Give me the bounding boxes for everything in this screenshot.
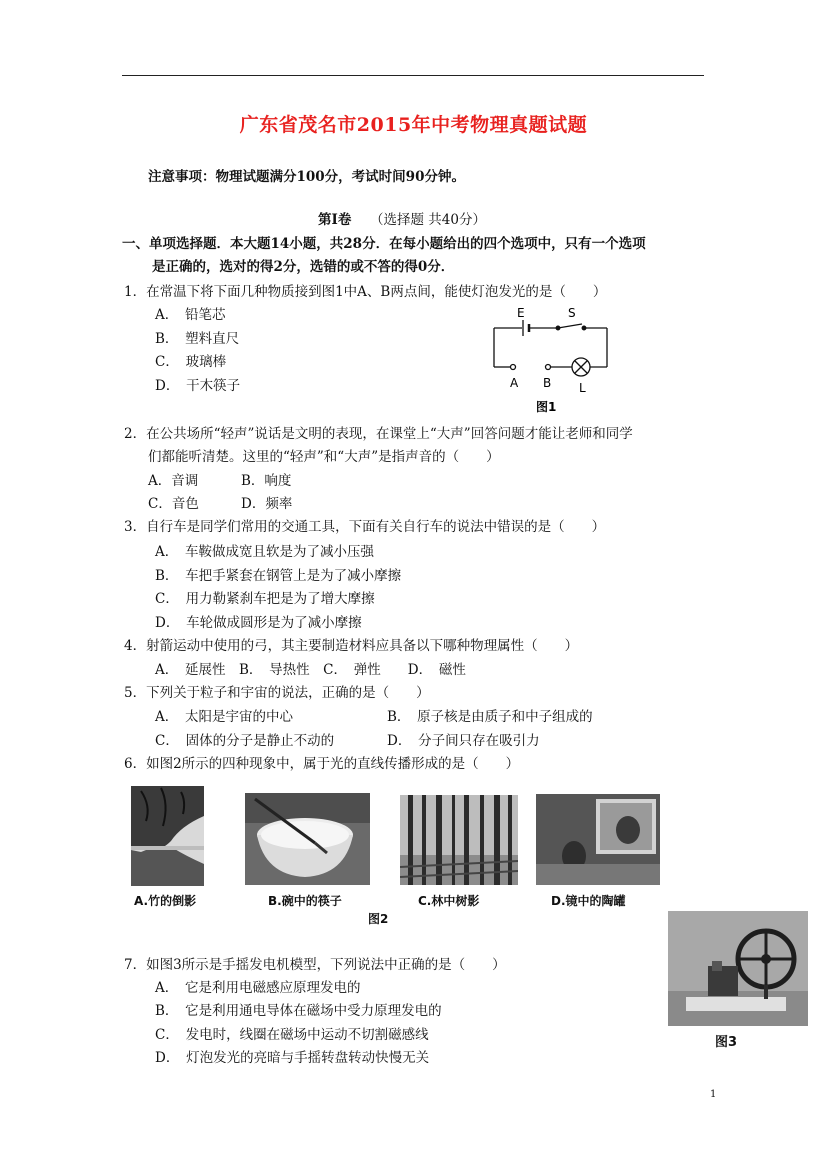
q3-option-d: D． 车轮做成圆形是为了减小摩擦 bbox=[155, 615, 362, 631]
figure3-caption: 图3 bbox=[715, 1035, 738, 1050]
q5-stem: 5．下列关于粒子和宇宙的说法，正确的是（ ） bbox=[124, 685, 430, 701]
caption-a: A.竹的倒影 bbox=[134, 894, 197, 908]
photo-bowl-chopstick bbox=[245, 793, 370, 885]
q5-option-a: A． 太阳是宇宙的中心 bbox=[155, 709, 293, 725]
q2-stem-line1: 2．在公共场所“轻声”说话是文明的表现，在课堂上“大声”回答问题才能让老师和同学 bbox=[124, 426, 633, 442]
label-l: L bbox=[579, 381, 586, 395]
q5-option-c: C． 固体的分子是静止不动的 bbox=[155, 733, 335, 749]
q3-option-c: C． 用力勒紧刹车把是为了增大摩擦 bbox=[155, 591, 375, 607]
figure1-circuit bbox=[486, 303, 616, 418]
photo-forest-shadows bbox=[400, 795, 518, 885]
q7-option-d: D． 灯泡发光的亮暗与手摇转盘转动快慢无关 bbox=[155, 1050, 430, 1066]
caption-b: B.碗中的筷子 bbox=[268, 894, 342, 908]
q7-option-c: C． 发电时，线圈在磁场中运动不切割磁感线 bbox=[155, 1027, 429, 1043]
q3-option-a: A． 车鞍做成宽且软是为了减小压强 bbox=[155, 544, 374, 560]
label-a: A bbox=[510, 376, 519, 390]
caption-d: D.镜中的陶罐 bbox=[551, 894, 626, 908]
q2-option-d: D．频率 bbox=[241, 496, 293, 512]
q1-option-c: C． 玻璃棒 bbox=[155, 354, 227, 370]
label-s: S bbox=[568, 306, 576, 320]
q7-option-a: A． 它是利用电磁感应原理发电的 bbox=[155, 980, 361, 996]
q2-option-b: B．响度 bbox=[241, 473, 292, 489]
q1-option-a: A． 铅笔芯 bbox=[155, 307, 226, 323]
header-rule bbox=[122, 75, 704, 76]
photo-hand-crank-generator bbox=[668, 911, 808, 1026]
photo-bamboo-reflection bbox=[131, 786, 204, 886]
q3-stem: 3．自行车是同学们常用的交通工具，下面有关自行车的说法中错误的是（ ） bbox=[124, 519, 606, 535]
part1-instructions-line2: 是正确的，选对的得2分，选错的或不答的得0分． bbox=[152, 259, 455, 275]
q5-option-d: D． 分子间只存在吸引力 bbox=[387, 733, 540, 749]
q6-stem: 6．如图2所示的四种现象中，属于光的直线传播形成的是（ ） bbox=[124, 756, 520, 772]
page-number: 1 bbox=[710, 1089, 717, 1100]
q1-stem: 1．在常温下将下面几种物质接到图1中A、B两点间，能使灯泡发光的是（ ） bbox=[124, 284, 607, 300]
label-b: B bbox=[543, 376, 552, 390]
page-title: 广东省茂名市2015年中考物理真题试题 bbox=[239, 114, 588, 136]
photo-mirror-jar bbox=[536, 794, 660, 885]
section-name: 第Ⅰ卷 bbox=[318, 212, 352, 228]
q1-option-b: B． 塑料直尺 bbox=[155, 331, 240, 347]
section-desc: （选择题 共40分） bbox=[370, 212, 486, 228]
q7-stem: 7．如图3所示是手摇发电机模型，下列说法中正确的是（ ） bbox=[124, 957, 506, 973]
q1-option-d: D． 干木筷子 bbox=[155, 378, 241, 394]
q2-option-a: A．音调 bbox=[148, 473, 199, 489]
figure1-caption: 图1 bbox=[536, 400, 557, 414]
caption-c: C.林中树影 bbox=[418, 894, 480, 908]
q3-option-b: B． 车把手紧套在钢管上是为了减小摩擦 bbox=[155, 568, 402, 584]
q2-option-c: C．音色 bbox=[148, 496, 199, 512]
figure2-caption: 图2 bbox=[368, 912, 389, 926]
notice: 注意事项：物理试题满分100分，考试时间90分钟。 bbox=[148, 169, 465, 185]
q2-stem-line2: 们都能听清楚。这里的“轻声”和“大声”是指声音的（ ） bbox=[148, 449, 500, 465]
q5-option-b: B． 原子核是由质子和中子组成的 bbox=[387, 709, 593, 725]
q4-options: A． 延展性 B． 导热性 C． 弹性 D． 磁性 bbox=[155, 662, 466, 678]
q4-stem: 4．射箭运动中使用的弓，其主要制造材料应具备以下哪种物理属性（ ） bbox=[124, 638, 579, 654]
part1-instructions-line1: 一、单项选择题．本大题14小题，共28分．在每小题给出的四个选项中，只有一个选项 bbox=[122, 236, 646, 252]
label-e: E bbox=[517, 306, 525, 320]
q7-option-b: B． 它是利用通电导体在磁场中受力原理发电的 bbox=[155, 1003, 442, 1019]
